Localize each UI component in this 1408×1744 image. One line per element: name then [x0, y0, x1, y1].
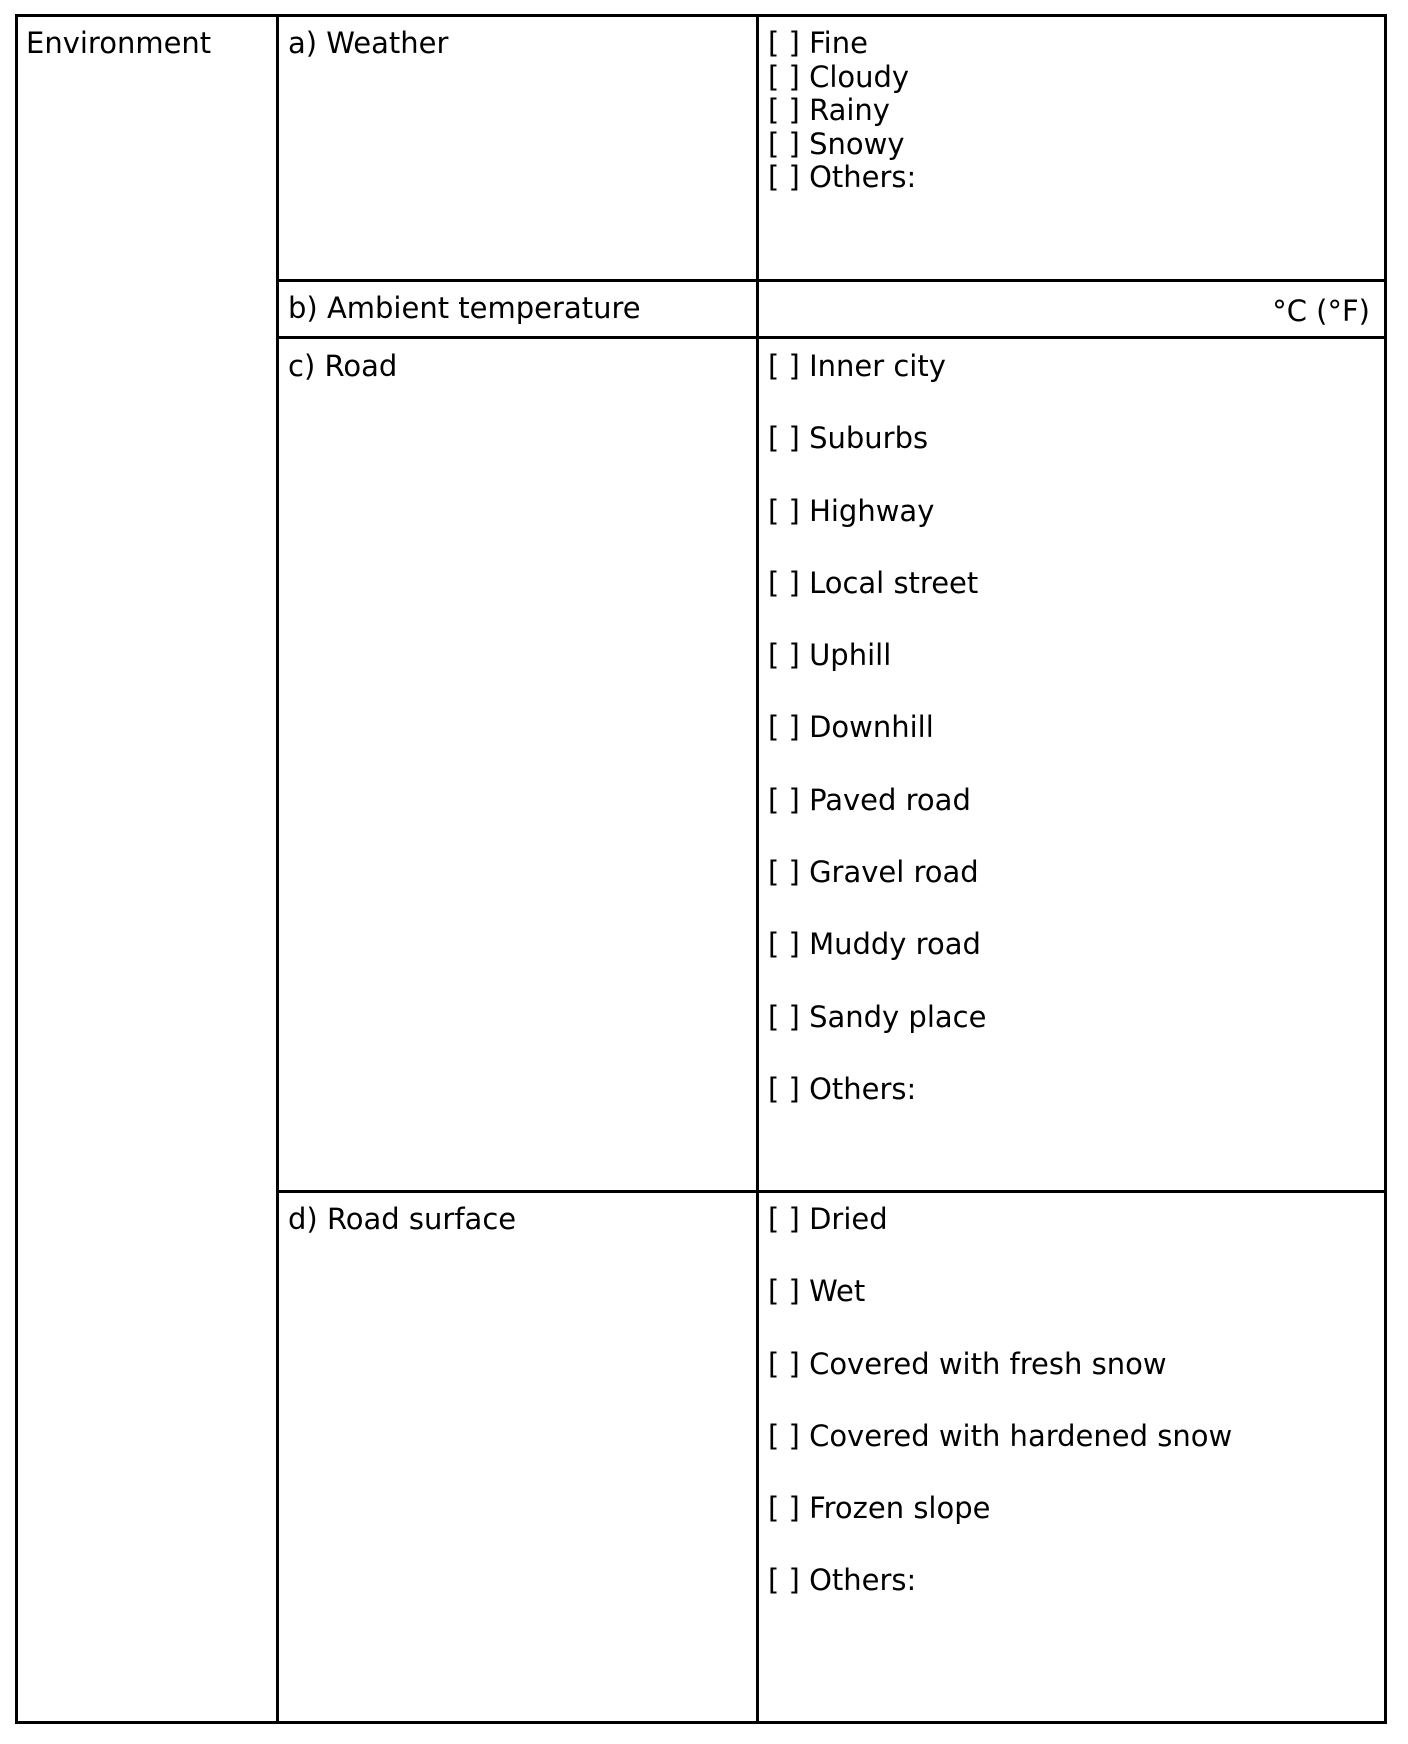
weather-option-cloudy[interactable]: [ ] Cloudy — [768, 59, 910, 94]
road-option-highway[interactable]: [ ] Highway — [768, 493, 935, 528]
row-divider-3 — [276, 1190, 1387, 1193]
weather-option-fine[interactable]: [ ] Fine — [768, 26, 868, 60]
surface-option-fresh-snow[interactable]: [ ] Covered with fresh snow — [768, 1346, 1167, 1381]
road-option-gravel-road[interactable]: [ ] Gravel road — [768, 855, 979, 890]
column-divider-2 — [756, 14, 759, 1724]
surface-option-frozen-slope[interactable]: [ ] Frozen slope — [768, 1491, 991, 1526]
road-option-suburbs[interactable]: [ ] Suburbs — [768, 421, 929, 456]
road-option-sandy-place[interactable]: [ ] Sandy place — [768, 999, 987, 1034]
temperature-label: b) Ambient temperature — [288, 291, 641, 325]
weather-option-others[interactable]: [ ] Others: — [768, 160, 917, 195]
weather-option-snowy[interactable]: [ ] Snowy — [768, 126, 905, 161]
road-option-uphill[interactable]: [ ] Uphill — [768, 638, 892, 673]
road-option-paved-road[interactable]: [ ] Paved road — [768, 782, 971, 817]
section-label: Environment — [26, 26, 212, 60]
surface-option-hardened-snow[interactable]: [ ] Covered with hardened snow — [768, 1418, 1233, 1453]
weather-options — [768, 27, 916, 195]
road-option-downhill[interactable]: [ ] Downhill — [768, 710, 934, 745]
road-option-muddy-road[interactable]: [ ] Muddy road — [768, 927, 981, 962]
road-option-inner-city[interactable]: [ ] Inner city — [768, 349, 946, 383]
road-option-others[interactable]: [ ] Others: — [768, 1071, 917, 1106]
temperature-unit: °C (°F) — [1272, 294, 1370, 328]
road-surface-label: d) Road surface — [288, 1202, 517, 1236]
weather-option-rainy[interactable]: [ ] Rainy — [768, 93, 890, 128]
row-divider-1 — [276, 279, 1387, 282]
road-surface-options — [768, 1203, 1232, 1637]
road-options — [768, 350, 986, 1145]
road-label: c) Road — [288, 349, 398, 383]
row-divider-2 — [276, 336, 1387, 339]
road-option-local-street[interactable]: [ ] Local street — [768, 565, 979, 600]
surface-option-wet[interactable]: [ ] Wet — [768, 1274, 866, 1309]
surface-option-others[interactable]: [ ] Others: — [768, 1563, 917, 1598]
weather-label: a) Weather — [288, 26, 449, 60]
column-divider-1 — [276, 14, 279, 1724]
surface-option-dried[interactable]: [ ] Dried — [768, 1202, 888, 1236]
